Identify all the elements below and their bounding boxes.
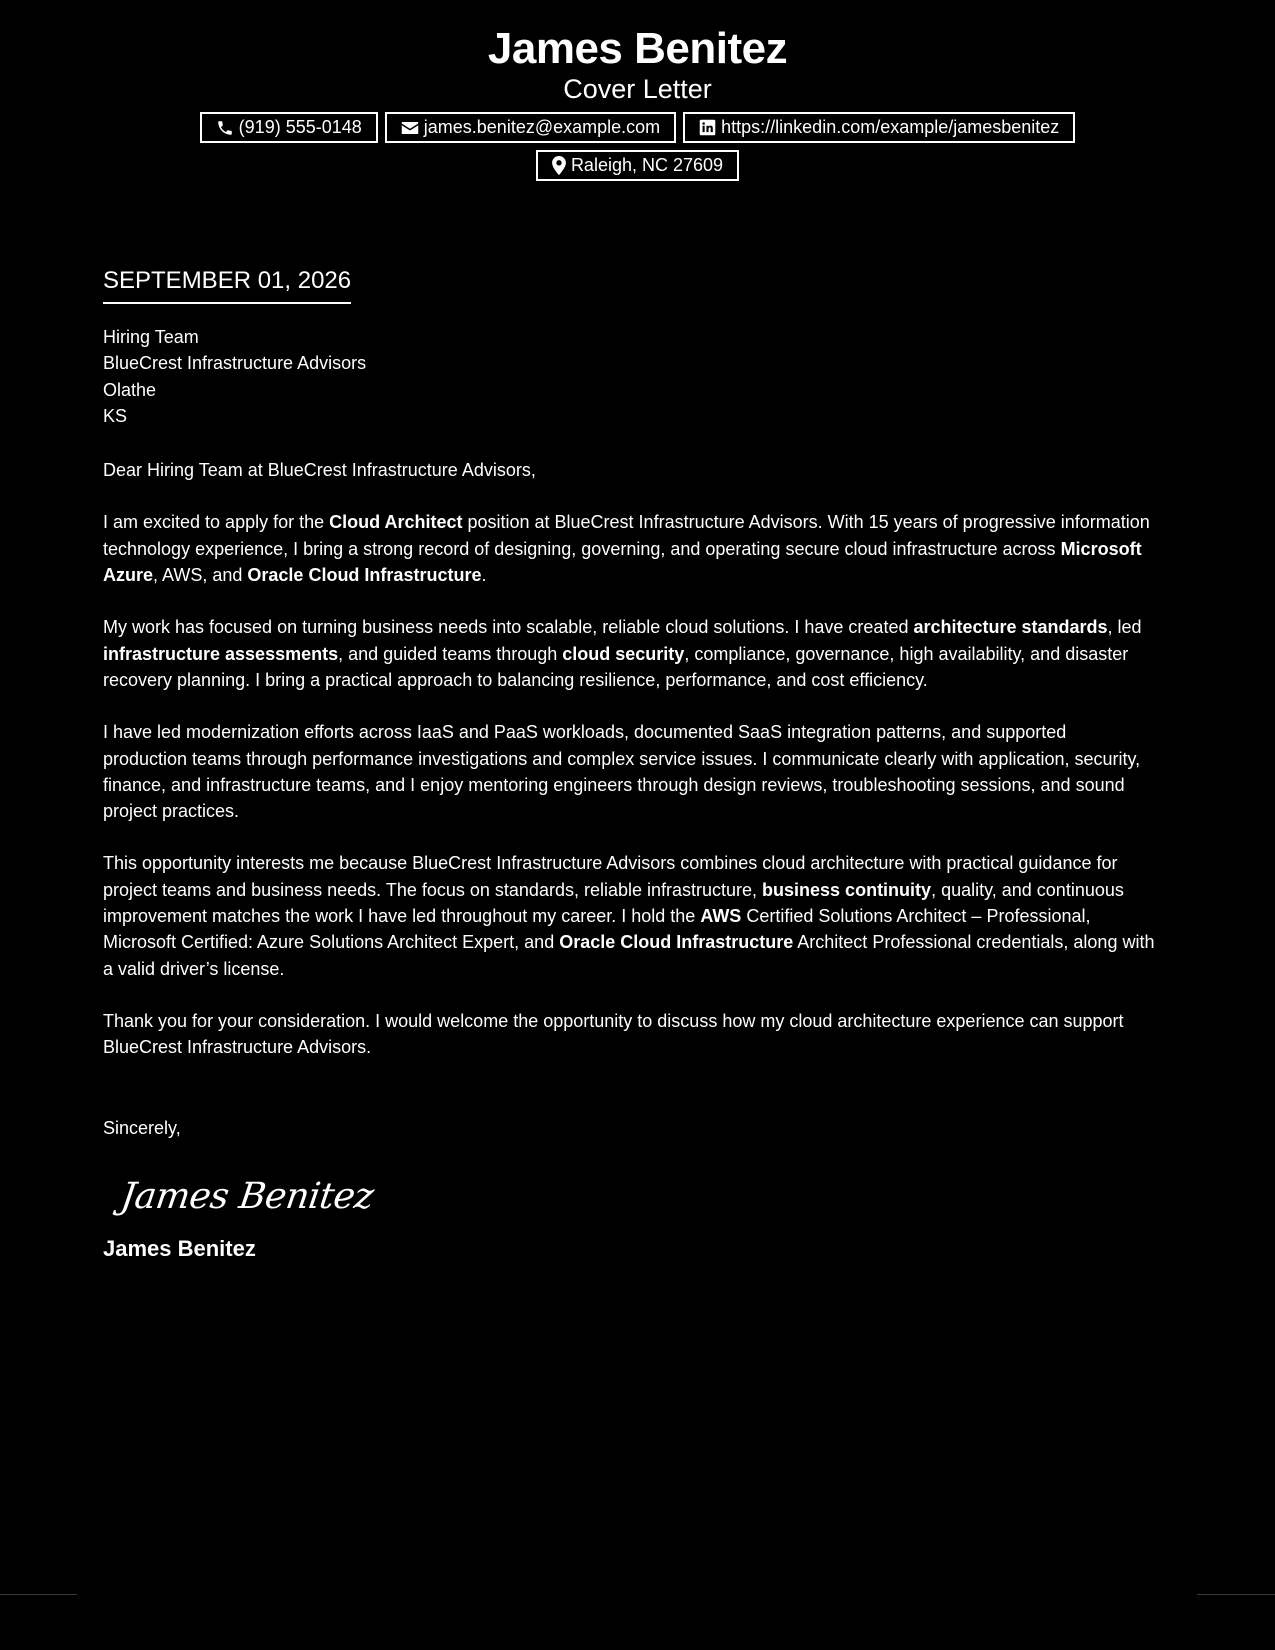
contact-row bbox=[0, 112, 1275, 143]
phone-text: (919) 555-0148 bbox=[238, 117, 362, 137]
letter-date: SEPTEMBER 01, 2026 bbox=[103, 266, 351, 304]
phone-chip[interactable] bbox=[200, 112, 378, 143]
contact-row-location bbox=[0, 150, 1275, 181]
salutation: Dear Hiring Team at BlueCrest Infrastructure Advisors, bbox=[103, 460, 536, 481]
location-text: Raleigh, NC 27609 bbox=[570, 155, 724, 175]
recipient-state: KS bbox=[103, 405, 128, 426]
paragraph-3: I have led modernization efforts across IaaS and PaaS workloads, documented SaaS integration patterns, and supported production teams through performance investigations and complex service issues. I communicate clearly with application, security, finance, and infrastructure teams, and I enjoy mentoring engineers through design reviews, troubleshooting sessions, and sound project practices. bbox=[103, 722, 1141, 822]
email-chip[interactable] bbox=[385, 112, 676, 143]
email-text: james.benitez@example.com bbox=[423, 117, 661, 137]
recipient-company: BlueCrest Infrastructure Advisors bbox=[103, 353, 367, 374]
letter-body bbox=[103, 266, 1155, 1263]
phone-icon bbox=[216, 119, 234, 137]
paragraph-1: I am excited to apply for the Cloud Architect position at BlueCrest Infrastructure Advisors. With 15 years of progressive information technology experience, I bring a strong record of designing, governing, and operating secure cloud infrastructure across Microsoft Azure, AWS, and Oracle Cloud Infrastructure. bbox=[103, 512, 1150, 586]
letter-header bbox=[0, 22, 1275, 181]
recipient-line: Hiring Team bbox=[103, 327, 199, 347]
signer-name: James Benitez bbox=[103, 1235, 256, 1261]
envelope-icon bbox=[401, 120, 419, 136]
applicant-name: James Benitez bbox=[487, 24, 788, 73]
map-pin-icon bbox=[552, 156, 566, 175]
location-chip[interactable] bbox=[536, 150, 739, 181]
linkedin-chip[interactable] bbox=[683, 112, 1075, 143]
handwritten-signature: James Benitez bbox=[118, 1175, 376, 1217]
paragraph-4: This opportunity interests me because BlueCrest Infrastructure Advisors combines cloud architecture with practical guidance for project teams and business needs. The focus on standards, reliable infrastructure, business continuity, quality, and continuous improvement matches the work I have led throughout my career. I hold the AWS Certified Solutions Architect – Professional, Microsoft Certified: Azure Solutions Architect Expert, and Oracle Cloud Infrastructure Architect Professional credentials, along with a valid driver’s license. bbox=[103, 853, 1155, 979]
footer-rule-left bbox=[0, 1594, 77, 1595]
paragraph-2: My work has focused on turning business needs into scalable, reliable cloud solutions. I have created architecture standards, led infrastructure assessments, and guided teams through cloud security, compliance, governance, high availability, and disaster recovery planning. I bring a practical approach to balancing resilience, performance, and cost efficiency. bbox=[103, 617, 1142, 690]
linkedin-text: https://linkedin.com/example/jamesbenitez bbox=[721, 117, 1060, 137]
paragraph-5: Thank you for your consideration. I would welcome the opportunity to discuss how my cloud architecture experience can support BlueCrest Infrastructure Advisors. bbox=[103, 1010, 1124, 1058]
footer-rule-right bbox=[1197, 1594, 1275, 1595]
closing: Sincerely, bbox=[103, 1117, 181, 1138]
document-subtitle: Cover Letter bbox=[563, 74, 712, 104]
linkedin-icon bbox=[699, 119, 716, 136]
recipient-block bbox=[103, 324, 1155, 429]
recipient-city: Olathe bbox=[103, 379, 157, 400]
